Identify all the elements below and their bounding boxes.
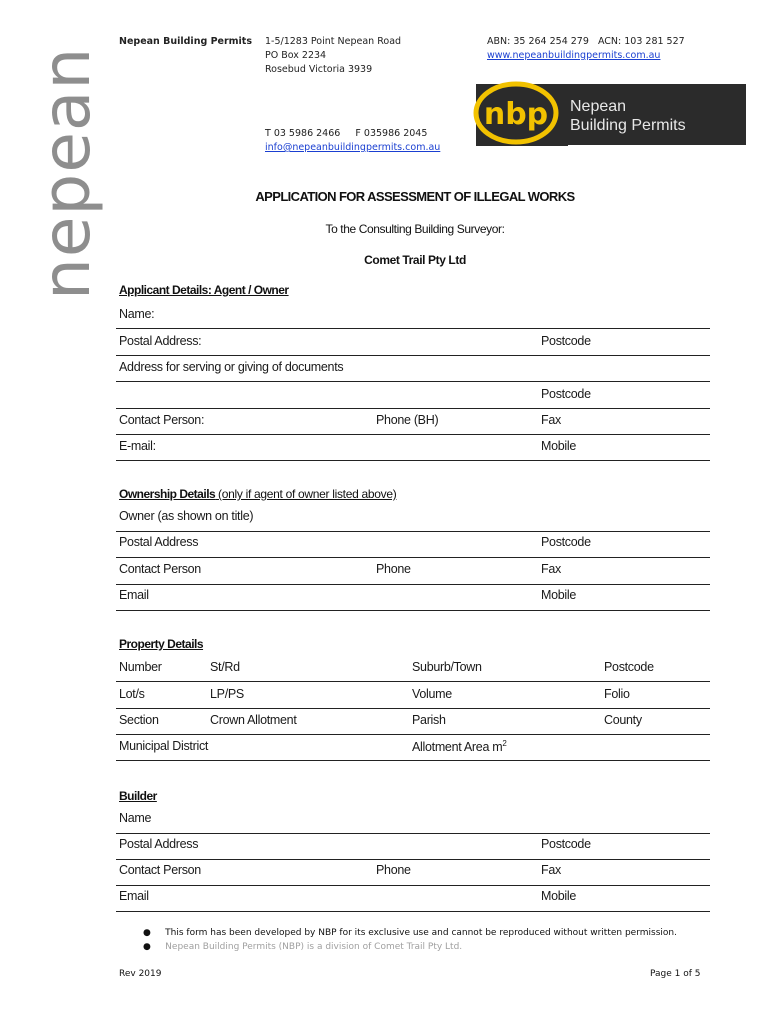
builder-contact-row[interactable] bbox=[116, 860, 710, 886]
property-county-label: County bbox=[604, 713, 642, 727]
builder-fax-label: Fax bbox=[541, 863, 561, 877]
property-suburb-label: Suburb/Town bbox=[412, 660, 482, 674]
applicant-contact-label: Contact Person: bbox=[119, 413, 205, 427]
builder-name-label: Name bbox=[119, 811, 152, 825]
addressee-line: To the Consulting Building Surveyor: bbox=[325, 222, 505, 236]
owner-title-label: Owner (as shown on title) bbox=[119, 509, 254, 523]
page-number: Page 1 of 5 bbox=[650, 969, 701, 979]
applicant-serving-row[interactable] bbox=[116, 356, 710, 382]
builder-postal-row[interactable] bbox=[116, 834, 710, 860]
applicant-serving-postcode-label: Postcode bbox=[541, 387, 591, 401]
property-section-label: Section bbox=[119, 713, 159, 727]
property-volume-label: Volume bbox=[412, 687, 452, 701]
owner-fax-label: Fax bbox=[541, 562, 561, 576]
company-name: Nepean Building Permits bbox=[119, 36, 253, 47]
applicant-contact-row[interactable] bbox=[116, 409, 710, 435]
property-row-3[interactable] bbox=[116, 709, 710, 735]
applicant-email-row[interactable] bbox=[116, 435, 710, 461]
applicant-postal-row[interactable] bbox=[116, 330, 710, 356]
builder-email-row[interactable] bbox=[116, 886, 710, 912]
property-folio-label: Folio bbox=[604, 687, 630, 701]
property-row-1[interactable] bbox=[116, 656, 710, 682]
builder-phone-label: Phone bbox=[376, 863, 411, 877]
property-crown-label: Crown Allotment bbox=[210, 713, 297, 727]
builder-mobile-label: Mobile bbox=[541, 889, 577, 903]
property-number-label: Number bbox=[119, 660, 162, 674]
nbp-logo-icon bbox=[472, 80, 568, 150]
allotment-area-label: Allotment Area $m^2$ bbox=[412, 739, 507, 755]
acn-text: ACN: 103 281 527 bbox=[597, 36, 685, 47]
applicant-serving-postcode-row[interactable] bbox=[116, 383, 710, 409]
applicant-name-row[interactable] bbox=[116, 303, 710, 329]
owner-email-row[interactable] bbox=[116, 585, 710, 611]
applicant-heading: Applicant Details: Agent / Owner bbox=[119, 283, 289, 297]
builder-postcode-label: Postcode bbox=[541, 837, 591, 851]
owner-mobile-label: Mobile bbox=[541, 588, 577, 602]
property-row-4[interactable] bbox=[116, 735, 710, 761]
sidebar-word: nepean bbox=[28, 46, 105, 300]
property-row-2[interactable] bbox=[116, 683, 710, 709]
owner-postcode-label: Postcode bbox=[541, 535, 591, 549]
property-postcode-label: Postcode bbox=[604, 660, 654, 674]
owner-postal-row[interactable] bbox=[116, 532, 710, 558]
company-registration bbox=[487, 35, 685, 49]
bullet-icon: ● bbox=[143, 942, 151, 952]
applicant-postal-label: Postal Address: bbox=[119, 334, 202, 348]
page-title: APPLICATION FOR ASSESSMENT OF ILLEGAL WORKS bbox=[255, 189, 575, 204]
footer-note-2: ● Nepean Building Permits (NBP) is a division of Comet Trail Pty Ltd. bbox=[143, 942, 463, 952]
applicant-serving-label: Address for serving or giving of documents bbox=[119, 360, 344, 374]
footer-note-1: ● This form has been developed by NBP for its exclusive use and cannot be reproduced without written permission. bbox=[143, 928, 677, 938]
contact-numbers bbox=[265, 127, 427, 141]
builder-contact-label: Contact Person bbox=[119, 863, 201, 877]
property-lpps-label: LP/PS bbox=[210, 687, 244, 701]
company-address: 1-5/1283 Point Nepean Road PO Box 2234 Rosebud Victoria 3939 bbox=[265, 36, 402, 75]
ownership-note: (only if agent of owner listed above) bbox=[218, 487, 397, 501]
email-link[interactable]: info@nepeanbuildingpermits.com.au bbox=[265, 142, 441, 153]
municipal-district-label: Municipal District bbox=[119, 739, 209, 753]
owner-email-label: Email bbox=[119, 588, 149, 602]
applicant-fax-label: Fax bbox=[541, 413, 561, 427]
owner-phone-label: Phone bbox=[376, 562, 411, 576]
builder-heading: Builder bbox=[119, 789, 157, 803]
logo-line-2: Building Permits bbox=[570, 117, 686, 134]
owner-contact-label: Contact Person bbox=[119, 562, 201, 576]
fax-number: F 035986 2045 bbox=[355, 128, 428, 139]
ownership-heading: Ownership Details (only if agent of owner listed above) bbox=[119, 487, 397, 501]
property-lot-label: Lot/s bbox=[119, 687, 145, 701]
property-parish-label: Parish bbox=[412, 713, 446, 727]
phone-number: T 03 5986 2466 bbox=[265, 128, 341, 139]
owner-postal-label: Postal Address bbox=[119, 535, 199, 549]
logo-mark: nbp bbox=[483, 97, 549, 132]
logo-line-1: Nepean bbox=[570, 98, 627, 115]
owner-contact-row[interactable] bbox=[116, 559, 710, 585]
company-logo bbox=[476, 84, 746, 145]
revision-text: Rev 2019 bbox=[119, 969, 162, 979]
builder-postal-label: Postal Address bbox=[119, 837, 199, 851]
applicant-postcode-label: Postcode bbox=[541, 334, 591, 348]
builder-email-label: Email bbox=[119, 889, 149, 903]
property-heading: Property Details bbox=[119, 637, 204, 651]
applicant-mobile-label: Mobile bbox=[541, 439, 577, 453]
applicant-phone-label: Phone (BH) bbox=[376, 413, 439, 427]
applicant-email-label: E-mail: bbox=[119, 439, 156, 453]
surveyor-name: Comet Trail Pty Ltd bbox=[364, 253, 466, 267]
abn-text: ABN: 35 264 254 279 bbox=[487, 36, 589, 47]
property-street-label: St/Rd bbox=[210, 660, 240, 674]
bullet-icon: ● bbox=[143, 928, 151, 938]
website-link[interactable]: www.nepeanbuildingpermits.com.au bbox=[487, 50, 661, 61]
applicant-name-label: Name: bbox=[119, 307, 155, 321]
